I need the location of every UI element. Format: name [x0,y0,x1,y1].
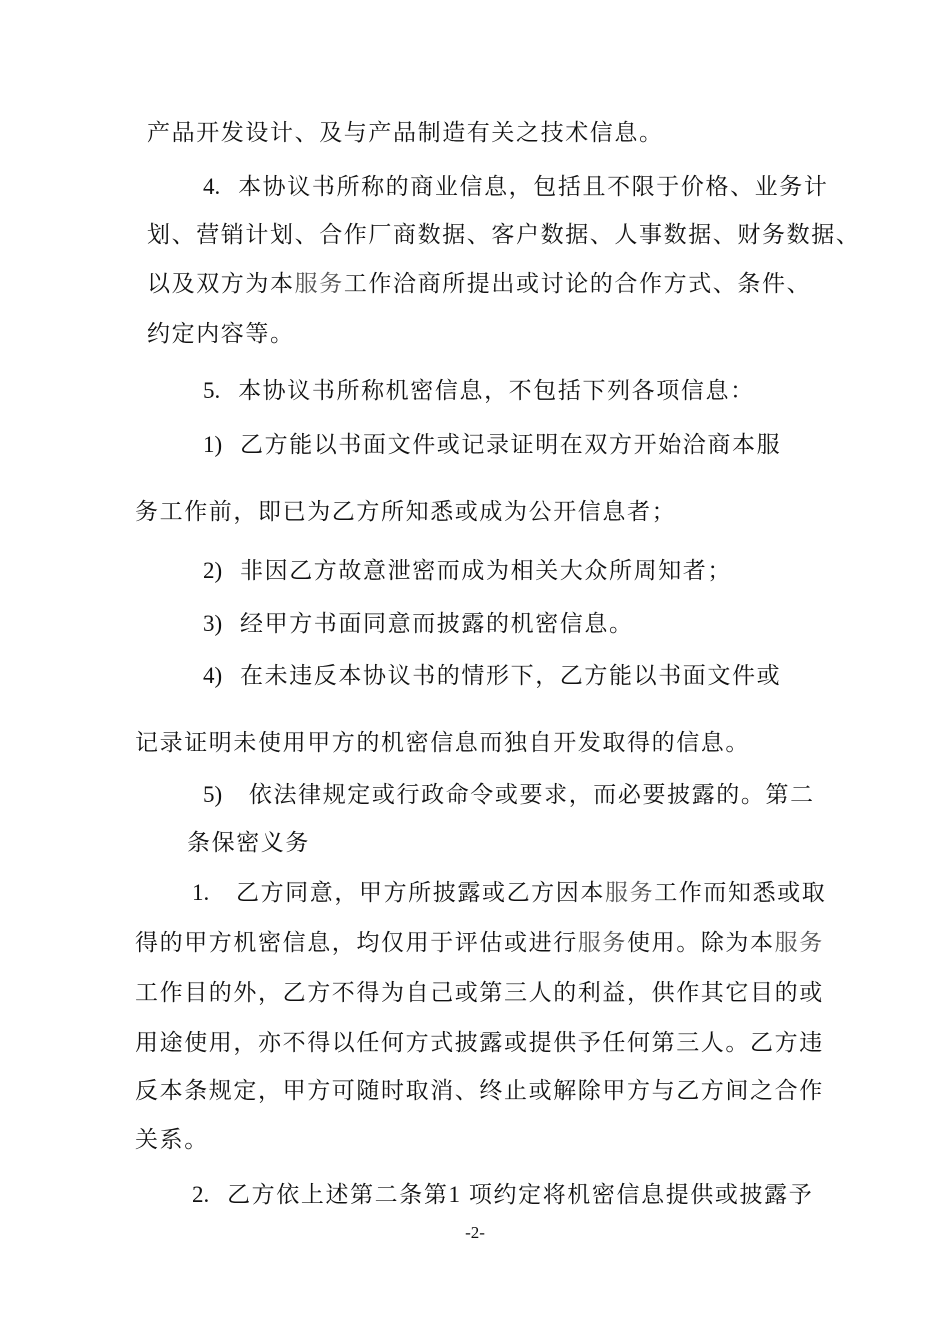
text-line-3: 划、营销计划、合作厂商数据、客户数据、人事数据、财务数据、 [147,222,861,248]
text-line-21: 2. 乙方依上述第二条第1 项约定将机密信息提供或披露予 [192,1182,814,1208]
text-line-8: 务工作前，即已为乙方所知悉或成为公开信息者； [135,499,677,525]
text-line-5: 约定内容等。 [147,321,295,347]
text-line-10: 3) 经甲方书面同意而披露的机密信息。 [203,611,634,637]
text-line-9: 2) 非因乙方故意泄密而成为相关大众所周知者； [203,558,732,584]
text-line-20: 关系。 [135,1127,209,1153]
text-line-6: 5. 本协议书所称机密信息，不包括下列各项信息： [203,378,755,404]
text-line-7: 1) 乙方能以书面文件或记录证明在双方开始洽商本服 [203,432,782,458]
text-line-1: 产品开发设计、及与产品制造有关之技术信息。 [147,120,664,146]
page-number: -2- [465,1223,485,1242]
text-line-14: 条保密义务 [187,830,310,856]
text-line-4: 以及双方为本服务工作洽商所提出或讨论的合作方式、条件、 [147,271,812,297]
text-line-15: 1. 乙方同意，甲方所披露或乙方因本服务工作而知悉或取 [192,880,827,906]
text-line-2: 4. 本协议书所称的商业信息，包括且不限于价格、业务计 [203,174,829,200]
text-line-11: 4) 在未违反本协议书的情形下，乙方能以书面文件或 [203,663,782,689]
text-line-16: 得的甲方机密信息，均仅用于评估或进行服务使用。除为本服务 [135,930,824,956]
text-line-12: 记录证明未使用甲方的机密信息而独自开发取得的信息。 [135,730,750,756]
text-line-19: 反本条规定，甲方可随时取消、终止或解除甲方与乙方间之合作 [135,1078,824,1104]
text-line-13: 5) 依法律规定或行政命令或要求，而必要披露的。第二 [203,782,815,808]
text-line-17: 工作目的外，乙方不得为自己或第三人的利益，供作其它目的或 [135,980,824,1006]
text-line-18: 用途使用，亦不得以任何方式披露或提供予任何第三人。乙方违 [135,1030,824,1056]
